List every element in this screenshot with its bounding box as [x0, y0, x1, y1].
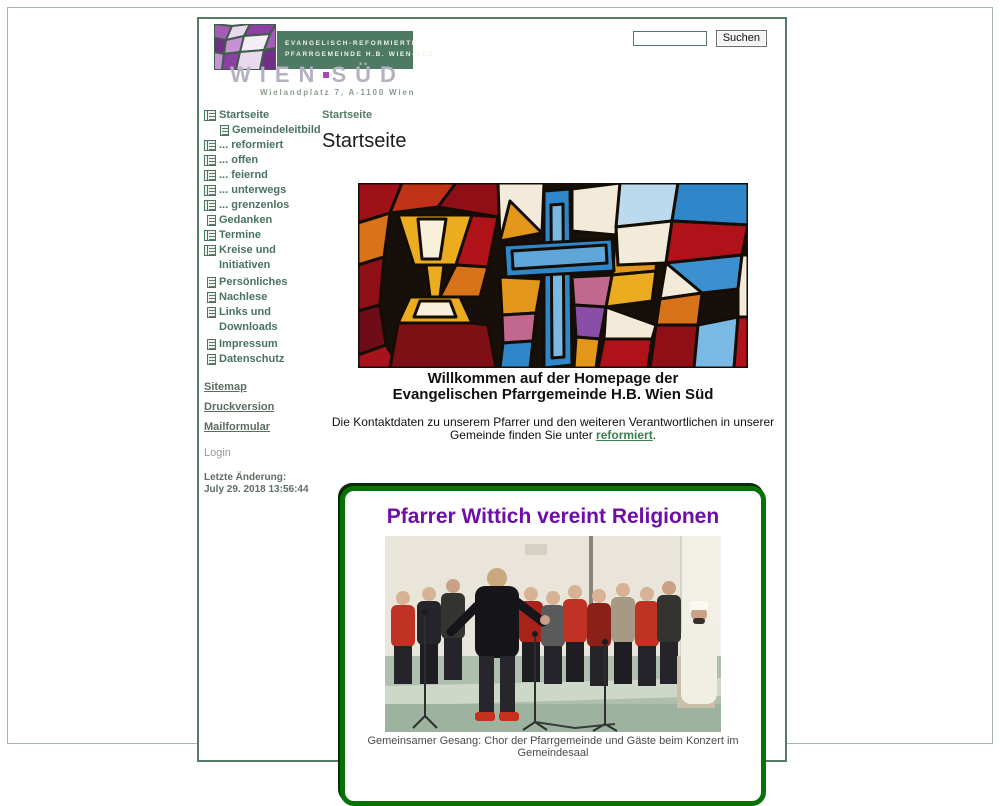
sidebar-item-startseite[interactable]	[204, 110, 334, 121]
main-content	[322, 109, 784, 806]
logo-org-line2: PFARRGEMEINDE H.B. WIEN-SÜD	[285, 51, 435, 58]
page-icon	[207, 354, 216, 365]
sidebar-item-datenschutz[interactable]	[204, 354, 334, 365]
logo-org-line1: EVANGELISCH-REFORMIERTE	[285, 40, 418, 47]
sidebar-item-impressum[interactable]	[204, 339, 334, 350]
sidebar-item-termine[interactable]	[204, 230, 334, 241]
pages-icon	[207, 140, 216, 151]
page-icon	[207, 277, 216, 288]
choir-photo	[345, 536, 761, 732]
sidebar-item-label: ... reformiert	[219, 139, 284, 151]
page-icon	[207, 307, 216, 318]
sidebar-item-label: Gedanken	[219, 214, 273, 226]
sidebar-item-nachlese[interactable]	[204, 292, 334, 303]
page-title: Startseite	[322, 130, 407, 152]
welcome-line1: Willkommen auf der Homepage der	[427, 370, 679, 387]
brand-left: WIEN	[230, 62, 324, 87]
last-change-value: July 29. 2018 13:56:44	[204, 484, 309, 495]
photo-caption: Gemeinsamer Gesang: Chor der Pfarrgemeinde und Gäste beim Konzert im Gemeindesaal	[367, 735, 739, 759]
sidebar-item-label: ... grenzenlos	[219, 199, 290, 211]
sidebar-item-reformiert[interactable]	[204, 140, 334, 151]
brand-right: SÜD	[331, 62, 405, 87]
intro-text-end: .	[652, 428, 657, 442]
pages-icon	[207, 185, 216, 196]
sidebar-item-label: Links und Downloads	[219, 306, 278, 333]
sidebar-item-feiernd[interactable]	[204, 170, 334, 181]
site-logo[interactable]	[214, 22, 444, 106]
sidebar-item-persönliches[interactable]	[204, 277, 334, 288]
sidebar-item-label: ... offen	[219, 154, 259, 166]
sidebar-item-kreise-und-initiativen[interactable]	[204, 245, 334, 273]
druckversion-link[interactable]: Druckversion	[204, 401, 275, 413]
sidebar-item-label: ... feiernd	[219, 169, 268, 181]
welcome-heading	[322, 371, 784, 402]
sidebar-item-label: Startseite	[219, 109, 270, 121]
article-title: Pfarrer Wittich vereint Religionen	[386, 505, 720, 528]
sidebar-item-links-und-downloads[interactable]	[204, 307, 334, 335]
pages-icon	[207, 170, 216, 181]
sidebar	[204, 110, 334, 496]
sidebar-item-label: Persönliches	[219, 276, 288, 288]
sidebar-item-gedanken[interactable]	[204, 215, 334, 226]
pages-icon	[207, 245, 216, 256]
sidebar-item-label: Termine	[219, 229, 261, 241]
sidebar-item-grenzenlos[interactable]	[204, 200, 334, 211]
brand-dot-icon	[323, 72, 329, 78]
page-icon	[207, 292, 216, 303]
last-change	[204, 472, 334, 496]
search-button[interactable]: Suchen	[716, 30, 767, 47]
page-icon	[220, 125, 229, 136]
welcome-line2: Evangelischen Pfarrgemeinde H.B. Wien Süd	[392, 385, 714, 403]
sidebar-item-label: Impressum	[219, 338, 278, 350]
page-icon	[207, 215, 216, 226]
sidebar-item-gemeindeleitbild[interactable]	[217, 125, 334, 136]
sidebar-item-label: Nachlese	[219, 291, 268, 303]
sidebar-item-label: ... unterwegs	[219, 184, 287, 196]
sidebar-item-offen[interactable]	[204, 155, 334, 166]
search-form	[633, 28, 767, 47]
pages-icon	[207, 200, 216, 211]
login-link[interactable]: Login	[204, 447, 231, 459]
pages-icon	[207, 230, 216, 241]
sitemap-link[interactable]: Sitemap	[204, 381, 247, 393]
article-box	[340, 486, 766, 806]
intro-paragraph	[322, 416, 784, 442]
search-input[interactable]	[633, 31, 707, 46]
page-icon	[207, 339, 216, 350]
logo-address: Wielandplatz 7, A-1100 Wien	[260, 88, 416, 97]
sidebar-item-unterwegs[interactable]	[204, 185, 334, 196]
sidebar-nav	[204, 110, 334, 365]
sidebar-item-label: Kreise und Initiativen	[219, 244, 276, 271]
intro-text: Die Kontaktdaten zu unserem Pfarrer und den weiteren Verantwortlichen in unserer Gemeinde finden Sie unter	[331, 415, 775, 442]
sidebar-tools	[204, 381, 334, 433]
pages-icon	[207, 110, 216, 121]
last-change-label: Letzte Änderung:	[204, 472, 287, 483]
sidebar-item-label: Gemeindeleitbild	[232, 124, 321, 136]
stained-glass-image	[322, 183, 784, 368]
mailformular-link[interactable]: Mailformular	[204, 421, 271, 433]
sidebar-item-label: Datenschutz	[219, 353, 285, 365]
content-box	[197, 17, 787, 762]
brand-wordmark	[230, 62, 405, 88]
pages-icon	[207, 155, 216, 166]
reformiert-link[interactable]: reformiert	[596, 428, 653, 442]
breadcrumb[interactable]: Startseite	[322, 109, 373, 121]
